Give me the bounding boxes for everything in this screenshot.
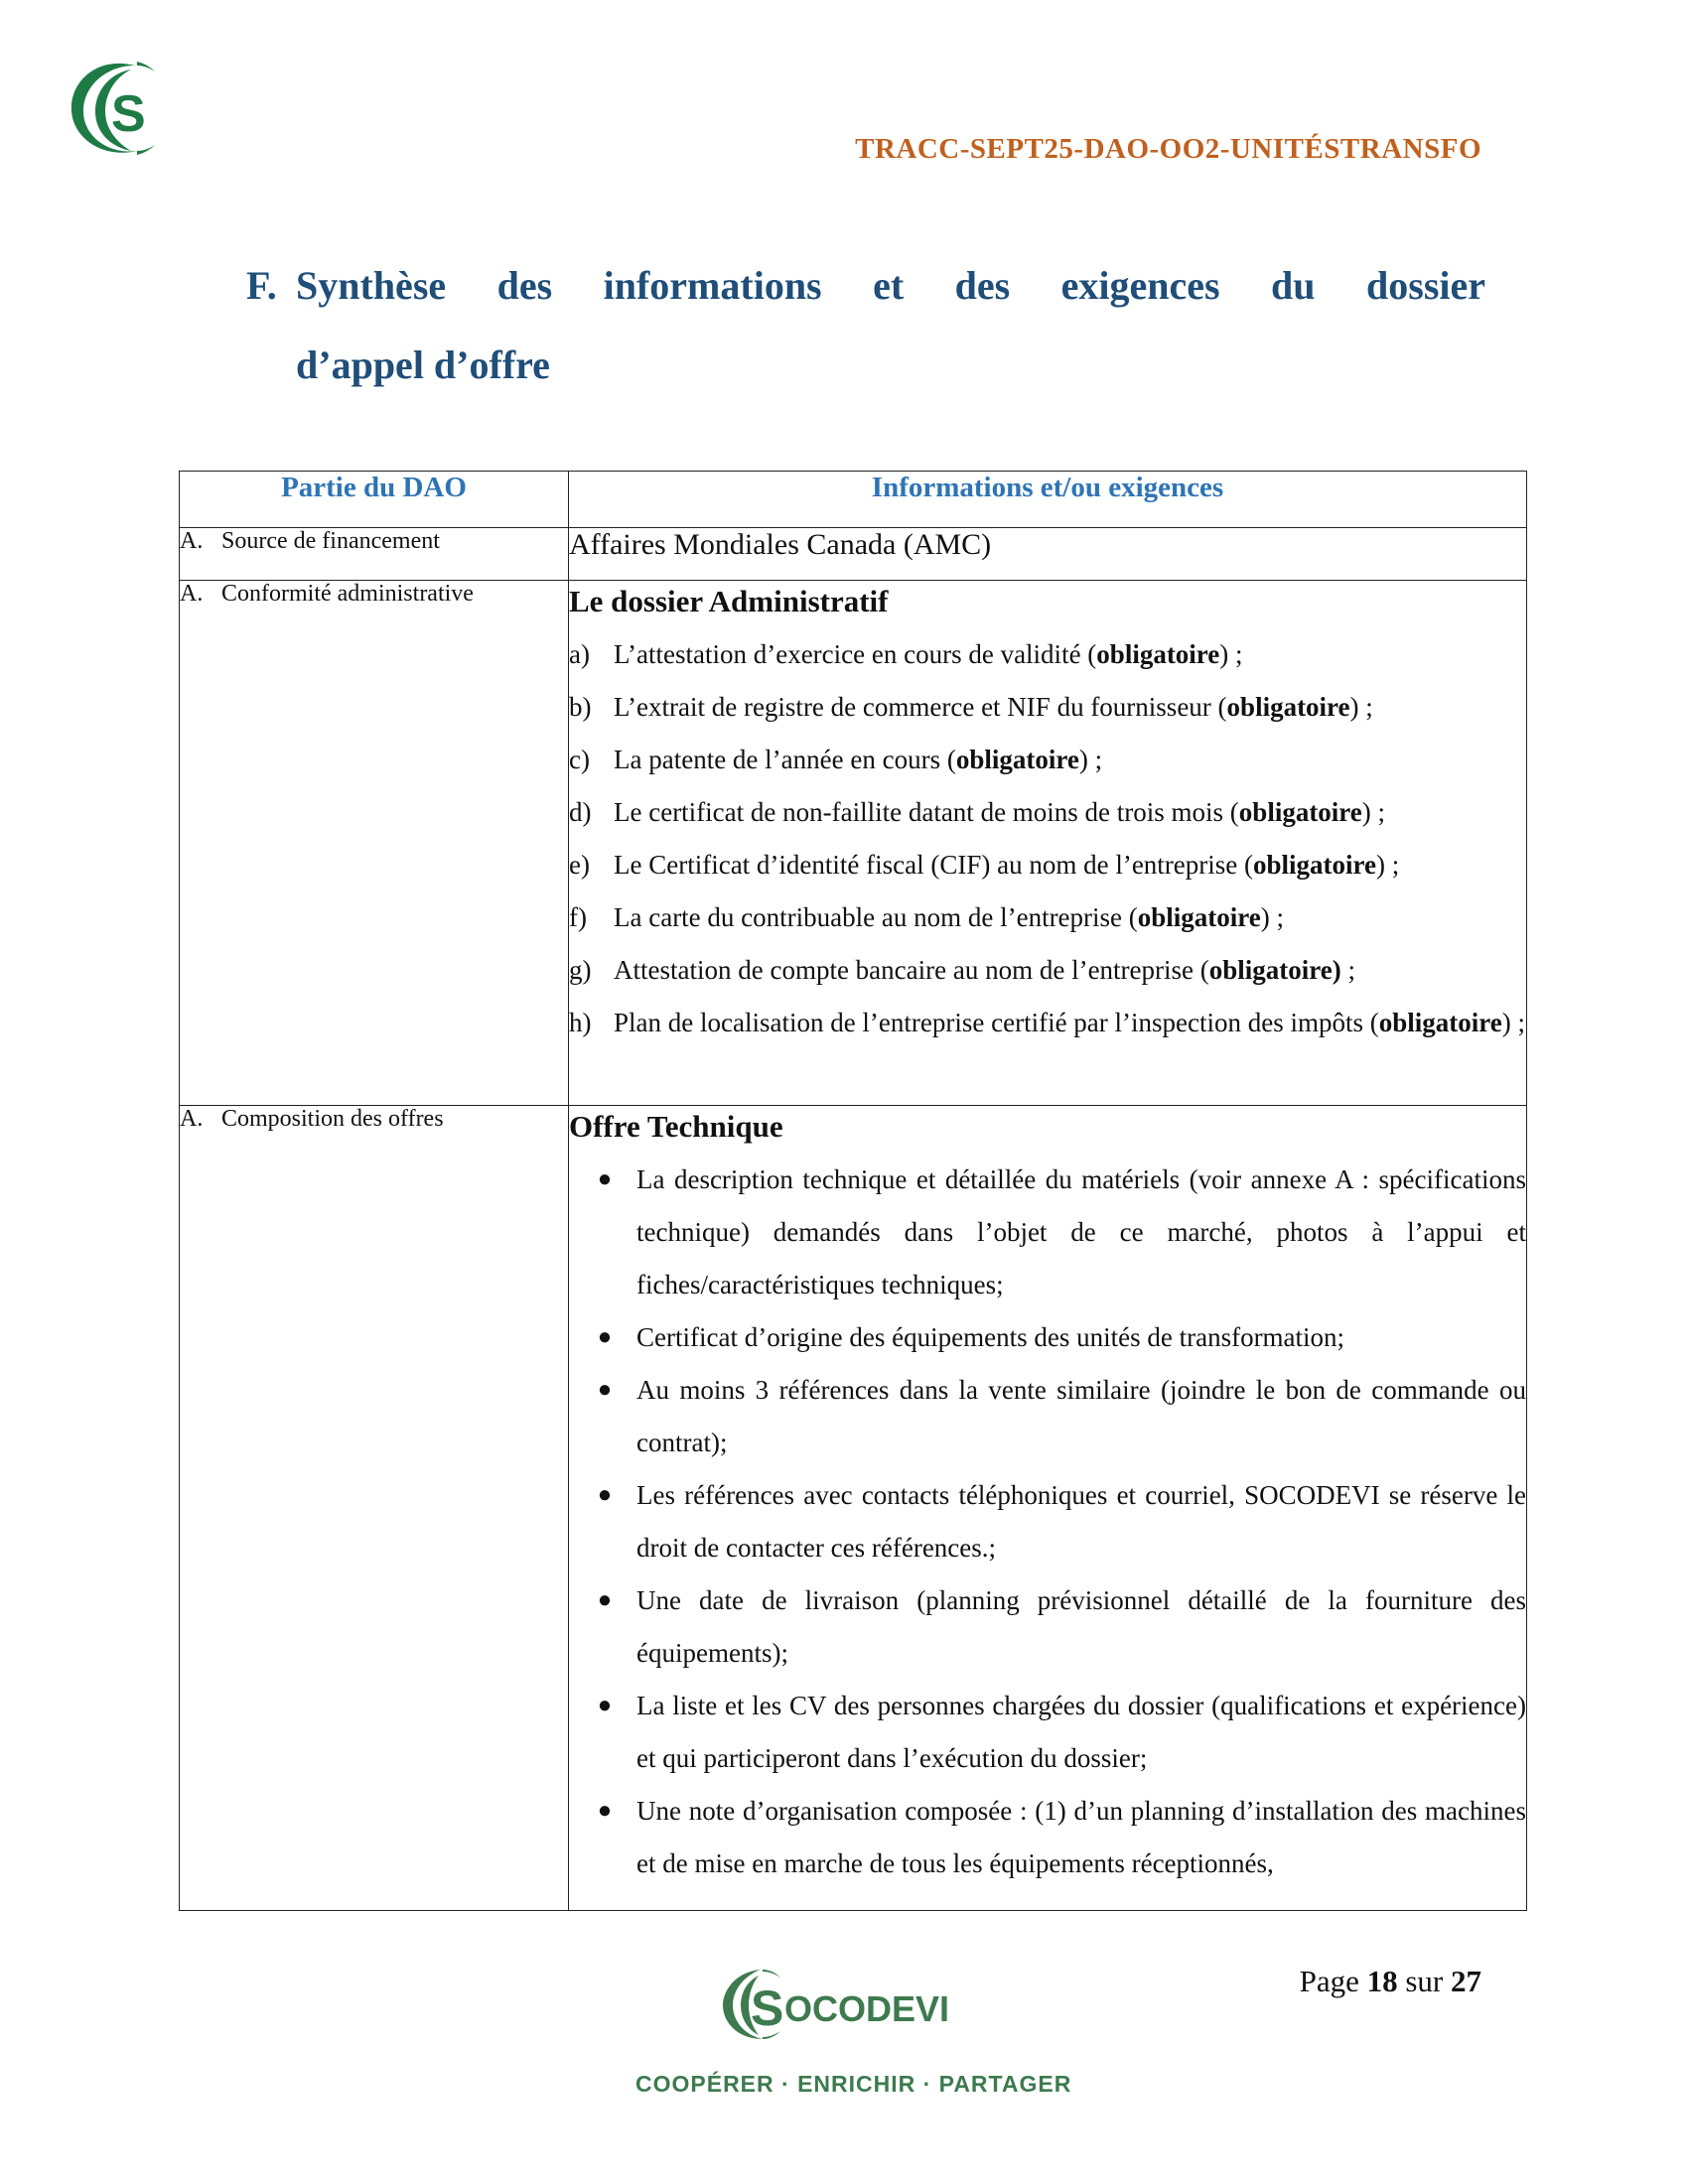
- row-index: A.: [180, 581, 204, 607]
- row-index: A.: [180, 528, 204, 554]
- row-part-label: Composition des offres: [221, 1106, 444, 1132]
- list-item: ● La description technique et détaillée du matériels (voir annexe A : spécifications technique) demandés dans l’objet de ce marché, photos à l’appui et fiches/caractéristiques techniques;: [569, 1154, 1526, 1311]
- total-pages: 27: [1451, 1964, 1481, 1998]
- row-info-cell: [569, 1106, 1527, 1911]
- bullet-icon: ●: [597, 1324, 613, 1350]
- header-partie-du-dao: Partie du DAO: [180, 472, 569, 528]
- bullet-icon: ●: [597, 1798, 613, 1824]
- svg-text:S: S: [111, 85, 146, 143]
- header-informations: Informations et/ou exigences: [569, 472, 1527, 528]
- technical-offer-list: [569, 1154, 1526, 1890]
- title-word: exigences: [1060, 263, 1220, 308]
- funding-source: Affaires Mondiales Canada (AMC): [569, 528, 992, 561]
- list-item: ● Au moins 3 références dans la vente similaire (joindre le bon de commande ou contrat);: [569, 1364, 1526, 1469]
- row-part-cell: [180, 1106, 569, 1911]
- list-item: d) Le certificat de non-faillite datant de moins de trois mois (obligatoire) ;: [569, 797, 1386, 827]
- list-item: h) Plan de localisation de l’entreprise certifié par l’inspection des impôts (obligatoire) ;: [569, 1008, 1526, 1037]
- bullet-icon: ●: [597, 1587, 613, 1613]
- bullet-icon: ●: [597, 1166, 613, 1192]
- section-number: F.: [246, 263, 277, 308]
- row-info-cell: [569, 528, 1527, 581]
- bullet-icon: ●: [597, 1482, 613, 1508]
- list-item: e) Le Certificat d’identité fiscal (CIF) au nom de l’entreprise (obligatoire) ;: [569, 850, 1400, 880]
- title-word: dossier: [1366, 263, 1485, 308]
- row-part-cell: [180, 528, 569, 581]
- title-word: des: [496, 263, 553, 308]
- list-item: ● Les références avec contacts téléphoniques et courriel, SOCODEVI se réserve le droit de contacter ces références.;: [569, 1469, 1526, 1574]
- document-reference-code: TRACC-SEPT25-DAO-OO2-UNITÉSTRANSFO: [855, 133, 1481, 165]
- row-index: A.: [180, 1106, 204, 1132]
- socodevi-logo-icon: [66, 56, 157, 159]
- dao-summary-table: [179, 471, 1527, 1911]
- list-item: f) La carte du contribuable au nom de l’entreprise (obligatoire) ;: [569, 902, 1285, 932]
- bullet-icon: ●: [597, 1377, 613, 1403]
- list-item: ● Une date de livraison (planning prévisionnel détaillé de la fourniture des équipements);: [569, 1574, 1526, 1680]
- socodevi-footer-logo: [723, 1966, 961, 2041]
- list-item: b) L’extrait de registre de commerce et NIF du fournisseur (obligatoire) ;: [569, 692, 1373, 722]
- admin-requirements-list: [569, 628, 1526, 1049]
- subheading-offre-technique: Offre Technique: [569, 1109, 783, 1144]
- row-part-label: Conformité administrative: [221, 581, 474, 607]
- footer-tagline: COOPÉRER · ENRICHIR · PARTAGER: [635, 2071, 1072, 2097]
- title-word: informations: [603, 263, 822, 308]
- list-item: ● La liste et les CV des personnes chargées du dossier (qualifications et expérience) et qui participeront dans l’exécution du dossier;: [569, 1680, 1526, 1785]
- row-part-label: Source de financement: [221, 528, 440, 554]
- title-word: et: [873, 263, 905, 308]
- list-item: a) L’attestation d’exercice en cours de validité (obligatoire) ;: [569, 639, 1243, 669]
- title-word: Synthèse: [296, 263, 447, 308]
- list-item: g) Attestation de compte bancaire au nom de l’entreprise (obligatoire) ;: [569, 955, 1356, 985]
- title-word: des: [954, 263, 1011, 308]
- section-title-line2: d’appel d’offre: [296, 342, 550, 387]
- subheading-dossier-administratif: Le dossier Administratif: [569, 584, 889, 618]
- list-item: ● Certificat d’origine des équipements des unités de transformation;: [569, 1311, 1526, 1364]
- title-word: du: [1271, 263, 1316, 308]
- bullet-icon: ●: [597, 1693, 613, 1718]
- section-title: [246, 246, 1485, 405]
- table-row: [180, 581, 1527, 1106]
- current-page: 18: [1366, 1964, 1398, 1998]
- row-info-cell: [569, 581, 1527, 1106]
- page-number: Page 18 sur 27: [1299, 1964, 1481, 1998]
- row-part-cell: [180, 581, 569, 1106]
- svg-text:S: S: [751, 1980, 784, 2036]
- table-header-row: [180, 472, 1527, 528]
- list-item: ● Une note d’organisation composée : (1) d’un planning d’installation des machines et de mise en marche de tous les équipements réceptionnés,: [569, 1785, 1526, 1890]
- table-row: [180, 528, 1527, 581]
- list-item: c) La patente de l’année en cours (obligatoire) ;: [569, 745, 1103, 774]
- svg-text:OCODEVI: OCODEVI: [784, 1988, 950, 2029]
- table-row: [180, 1106, 1527, 1911]
